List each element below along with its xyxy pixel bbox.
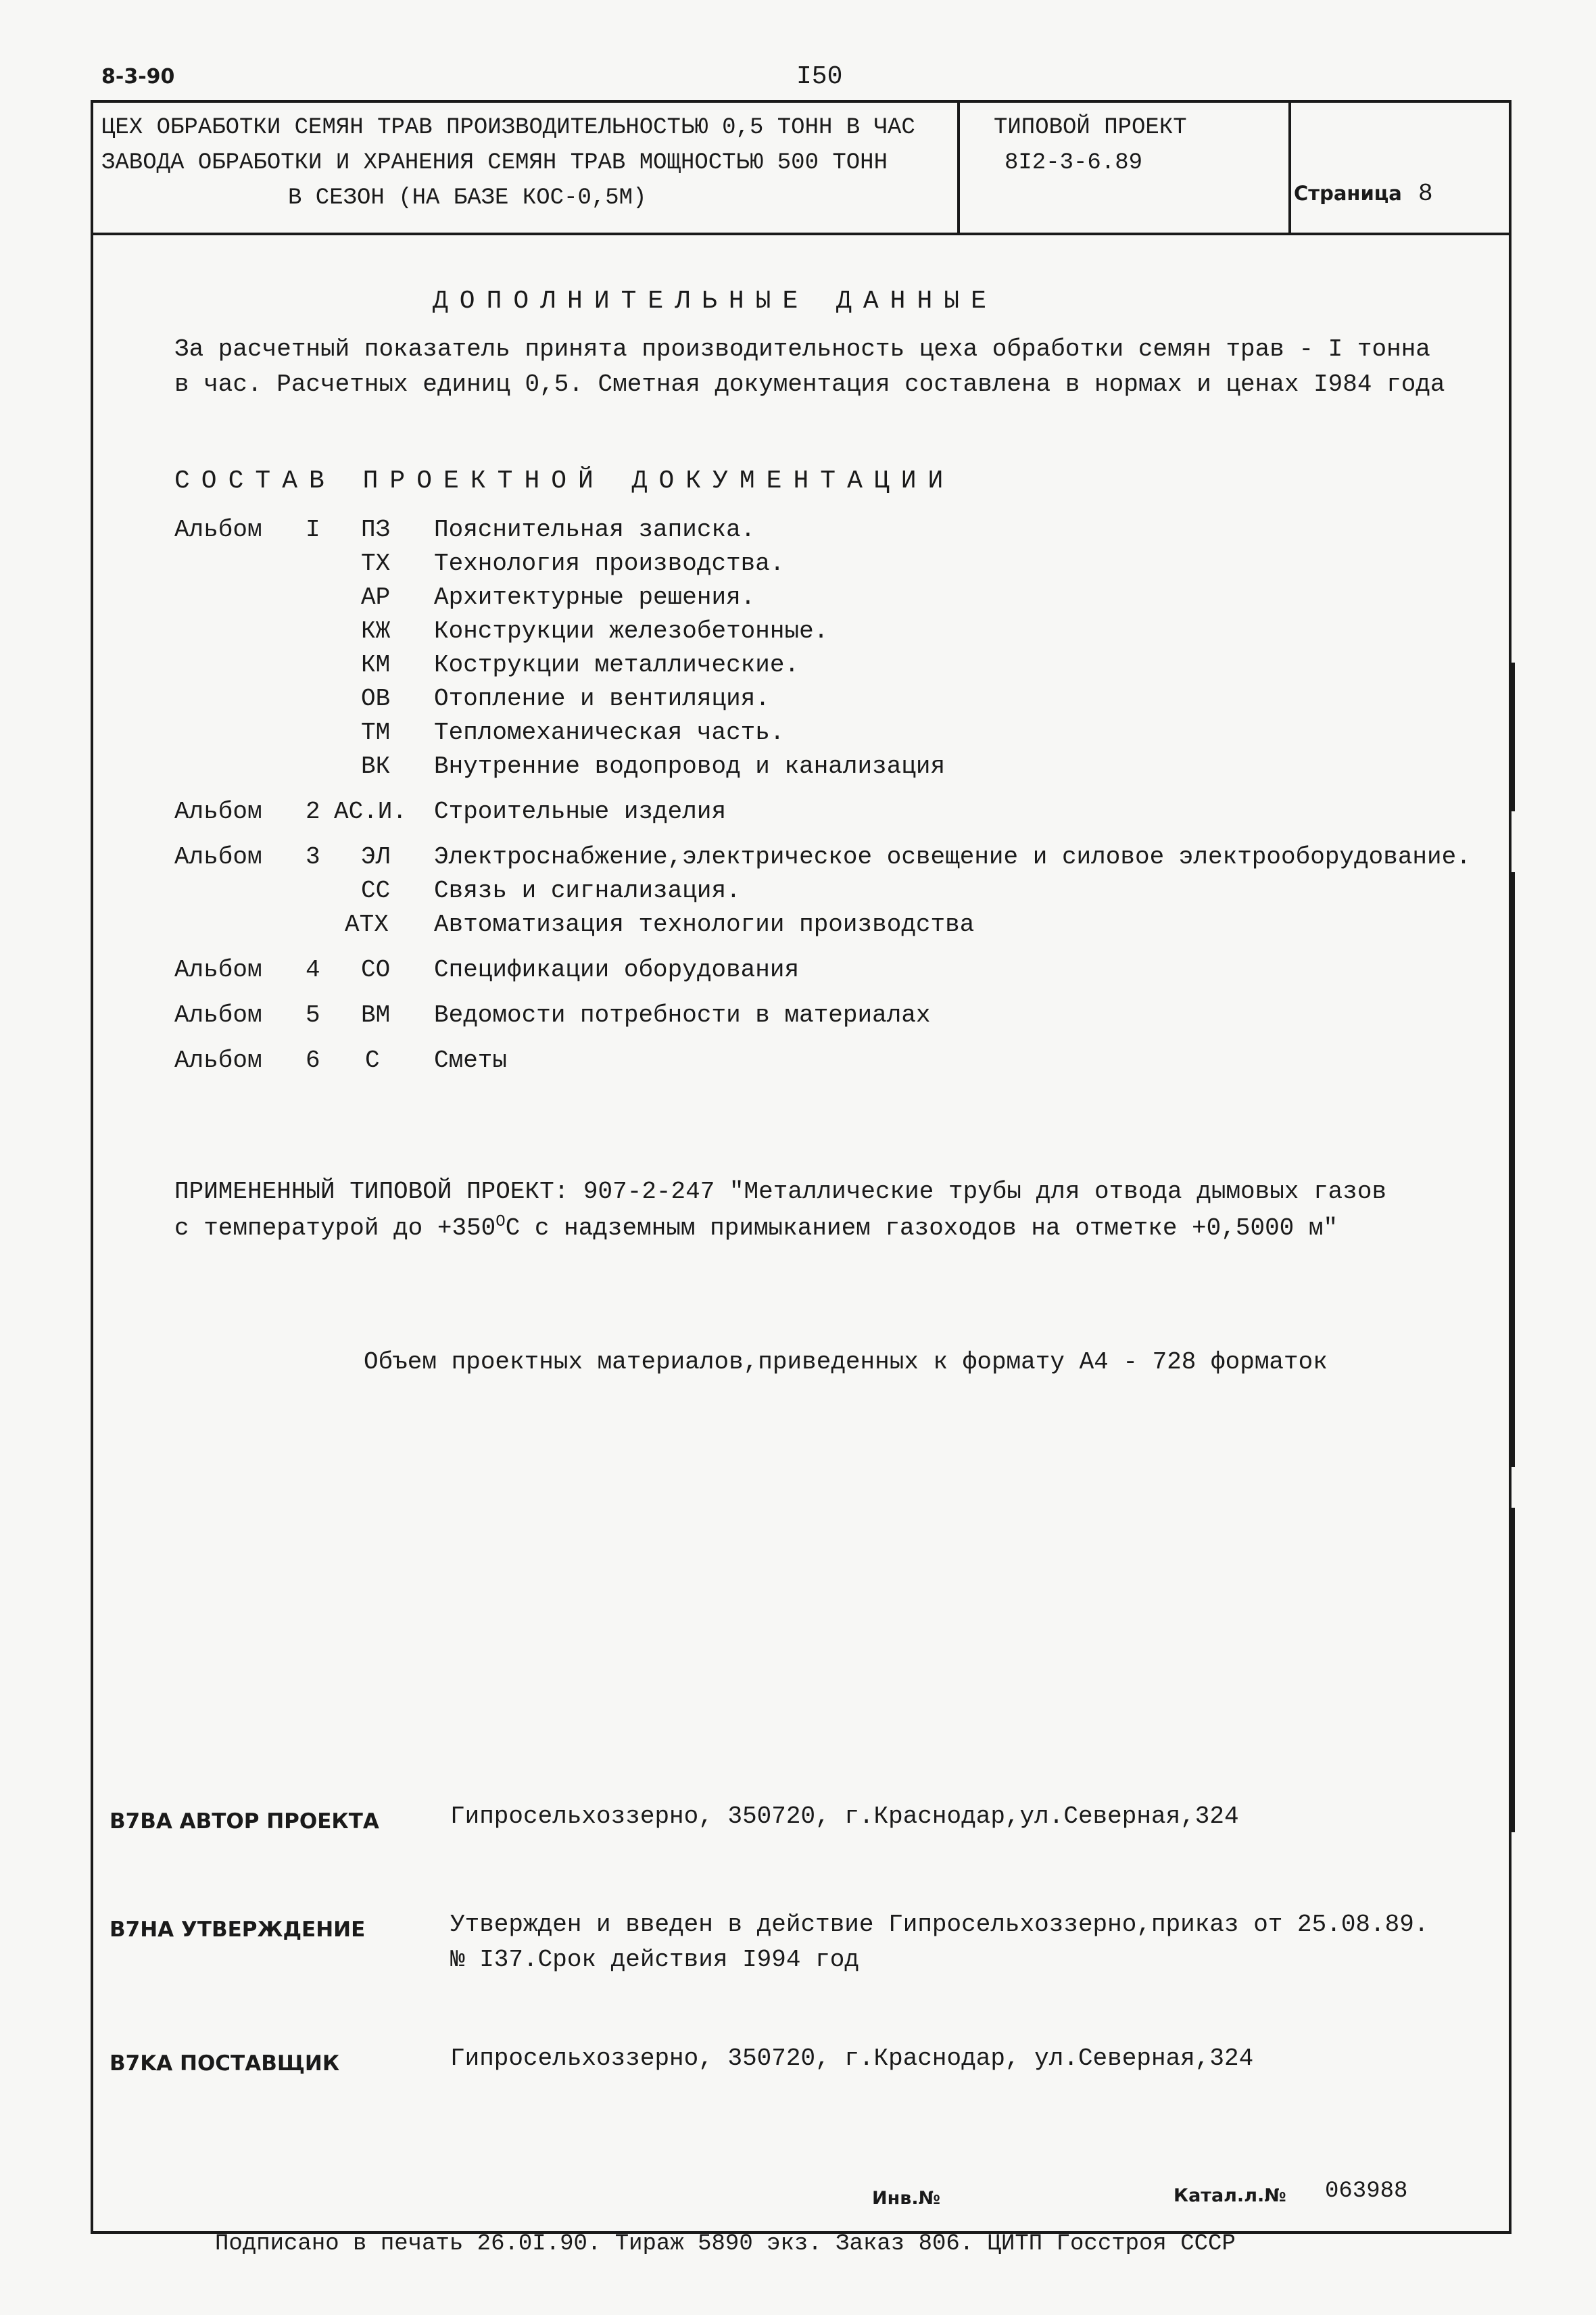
album-number: 6 — [306, 1047, 320, 1074]
applied-line-2-start: с температурой до +350 — [174, 1214, 496, 1242]
section-title: Архитектурные решения. — [434, 583, 756, 611]
sheet-number: I50 — [796, 62, 843, 91]
album-number: 5 — [306, 1001, 320, 1029]
section-title: Кострукции металлические. — [434, 651, 800, 679]
section-title: Электроснабжение,электрическое освещение и силовое электрооборудование. — [434, 843, 1471, 871]
section-code: АТХ — [345, 911, 389, 938]
section-code: ТХ — [361, 550, 391, 577]
applied-project-line-2 — [174, 1213, 1338, 1242]
supplier-code: B7KA ПОСТАВЩИК — [110, 2051, 340, 2076]
album-label: Альбом — [174, 956, 262, 984]
section-code: ВМ — [361, 1001, 391, 1029]
stamp-title-line-2: ЗАВОДА ОБРАБОТКИ И ХРАНЕНИЯ СЕМЯН ТРАВ МОЩНОСТЬЮ 500 ТОНН — [101, 150, 888, 176]
project-number: 8I2-3-6.89 — [1005, 150, 1143, 176]
album-number: 3 — [306, 843, 320, 871]
stamp-bottom-rule — [93, 233, 1509, 235]
section-code: ВК — [361, 753, 391, 780]
additional-heading: ДОПОЛНИТЕЛЬНЫЕ ДАННЫЕ — [433, 287, 998, 316]
stamp-divider-1 — [957, 103, 960, 233]
catalog-value: 063988 — [1325, 2178, 1408, 2204]
section-title: Пояснительная записка. — [434, 516, 756, 544]
scan-mark — [1512, 872, 1515, 1467]
applied-project-line-1: ПРИМЕНЕННЫЙ ТИПОВОЙ ПРОЕКТ: 907-2-247 "Металлические трубы для отвода дымовых газов — [174, 1178, 1387, 1206]
author-text: Гипросельхоззерно, 350720, г.Краснодар,ул.Северная,324 — [450, 1803, 1239, 1830]
section-title: Отопление и вентиляция. — [434, 685, 770, 713]
approval-text-1: Утвержден и введен в действие Гипросельхоззерно,приказ от 25.08.89. — [450, 1911, 1429, 1938]
section-title: Тепломеханическая часть. — [434, 719, 785, 746]
section-code: КЖ — [361, 617, 391, 645]
inventory-label: Инв.№ — [872, 2188, 941, 2209]
approval-text-2: № I37.Срок действия I994 год — [450, 1946, 859, 1974]
album-label: Альбом — [174, 843, 262, 871]
stamp-divider-2 — [1288, 103, 1291, 233]
additional-line-2: в час. Расчетных единиц 0,5. Сметная документация составлена в нормах и ценах I984 года — [174, 371, 1445, 398]
album-label: Альбом — [174, 1047, 262, 1074]
section-code: ЭЛ — [361, 843, 391, 871]
section-title: Связь и сигнализация. — [434, 877, 741, 905]
applied-line-2-end: С с надземным примыканием газоходов на отметке +0,5000 м" — [505, 1214, 1338, 1242]
print-date: 8-3-90 — [101, 65, 175, 89]
section-code: СО — [361, 956, 391, 984]
album-label: Альбом — [174, 798, 262, 826]
degree-sup: О — [495, 1213, 506, 1231]
album-number: I — [306, 516, 320, 544]
section-title: Сметы — [434, 1047, 508, 1074]
section-title: Спецификации оборудования — [434, 956, 800, 984]
scan-mark — [1512, 663, 1515, 811]
section-code: АС.И. — [334, 798, 408, 826]
page-label — [1294, 180, 1433, 208]
section-title: Внутренние водопровод и канализация — [434, 753, 946, 780]
stamp-title-line-3: В СЕЗОН (НА БАЗЕ КОС-0,5М) — [288, 185, 647, 211]
catalog-label: Катал.л.№ — [1174, 2185, 1286, 2206]
section-title: Автоматизация технологии производства — [434, 911, 975, 938]
section-code: АР — [361, 583, 391, 611]
supplier-text: Гипросельхоззерно, 350720, г.Краснодар, ул.Северная,324 — [450, 2045, 1254, 2072]
page-label-text: Страница — [1294, 182, 1402, 205]
page-number: 8 — [1418, 180, 1433, 208]
approval-code: B7HA УТВЕРЖДЕНИЕ — [110, 1917, 366, 1942]
section-code: С — [365, 1047, 380, 1074]
composition-heading: СОСТАВ ПРОЕКТНОЙ ДОКУМЕНТАЦИИ — [174, 467, 955, 496]
section-code: КМ — [361, 651, 391, 679]
section-code: ПЗ — [361, 516, 391, 544]
section-title: Ведомости потребности в материалах — [434, 1001, 931, 1029]
section-code: ОВ — [361, 685, 391, 713]
album-number: 4 — [306, 956, 320, 984]
project-label: ТИПОВОЙ ПРОЕКТ — [994, 115, 1187, 141]
stamp-title-line-1: ЦЕХ ОБРАБОТКИ СЕМЯН ТРАВ ПРОИЗВОДИТЕЛЬНОСТЬЮ 0,5 ТОНН В ЧАС — [101, 115, 915, 141]
album-label: Альбом — [174, 516, 262, 544]
album-number: 2 — [306, 798, 320, 826]
album-label: Альбом — [174, 1001, 262, 1029]
imprint-line: Подписано в печать 26.0I.90. Тираж 5890 экз. Заказ 806. ЦИТП Госстроя СССР — [215, 2231, 1236, 2257]
section-code: ТМ — [361, 719, 391, 746]
section-title: Конструкции железобетонные. — [434, 617, 829, 645]
volume-line: Объем проектных материалов,приведенных к формату А4 - 728 форматок — [364, 1348, 1328, 1376]
section-title: Строительные изделия — [434, 798, 727, 826]
additional-line-1: За расчетный показатель принята производительность цеха обработки семян трав - I тонна — [174, 335, 1430, 363]
section-code: СС — [361, 877, 391, 905]
author-code: B7BA АВТОР ПРОЕКТА — [110, 1809, 379, 1834]
section-title: Технология производства. — [434, 550, 785, 577]
scan-mark — [1512, 1508, 1515, 1832]
